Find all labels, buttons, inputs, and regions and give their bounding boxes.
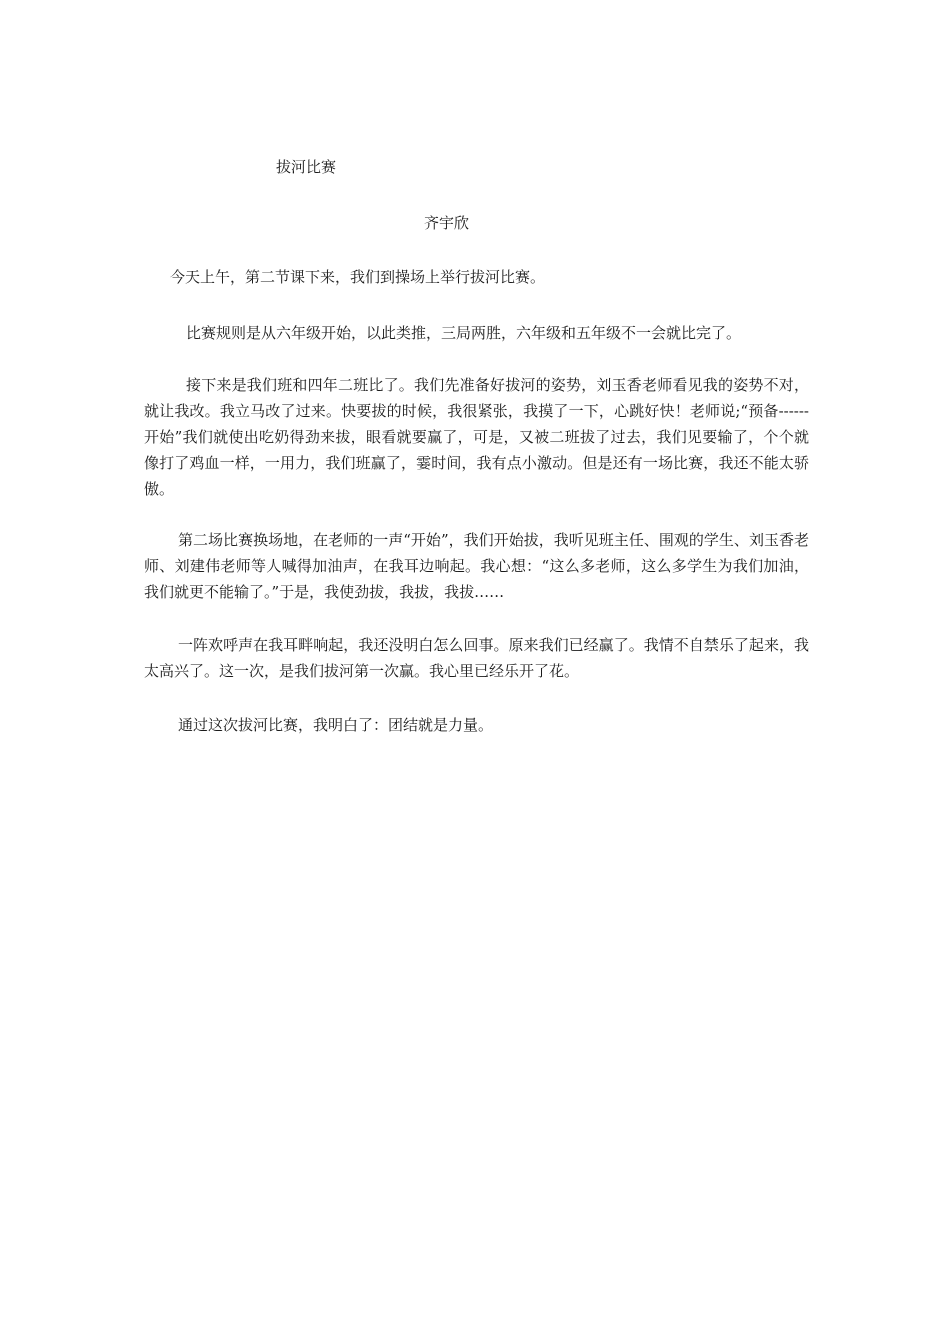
paragraph-6: 通过这次拔河比赛，我明白了：团结就是力量。 [178,716,494,734]
paragraph-1: 今天上午，第二节课下来，我们到操场上举行拔河比赛。 [170,268,546,286]
paragraph-2: 比赛规则是从六年级开始，以此类推，三局两胜，六年级和五年级不一会就比完了。 [186,324,742,342]
paragraph-4: 第二场比赛换场地，在老师的一声“开始”，我们开始拔，我听见班主任、围观的学生、刘玉香老师、刘建伟老师等人喊得加油声，在我耳边响起。我心想：“这么多老师，这么多学生为我们加油，我们就更不能输了。”于是，我使劲拔，我拔，我拔…… [144,531,809,601]
paragraph-3: 接下来是我们班和四年二班比了。我们先准备好拔河的姿势，刘玉香老师看见我的姿势不对，就让我改。我立马改了过来。快要拔的时候，我很紧张，我摸了一下，心跳好快！老师说;“预备------开始”我们就使出吃奶得劲来拔，眼看就要赢了，可是，又被二班拔了过去，我们见要输了，个个就像打了鸡血一样，一用力，我们班赢了，霎时间，我有点小激动。但是还有一场比赛，我还不能太骄傲。 [144,376,809,498]
document-author: 齐宇欣 [424,214,470,232]
paragraph-5: 一阵欢呼声在我耳畔响起，我还没明白怎么回事。原来我们已经赢了。我情不自禁乐了起来，我太高兴了。这一次，是我们拔河第一次赢。我心里已经乐开了花。 [144,636,809,680]
document-title: 拔河比赛 [276,158,337,176]
